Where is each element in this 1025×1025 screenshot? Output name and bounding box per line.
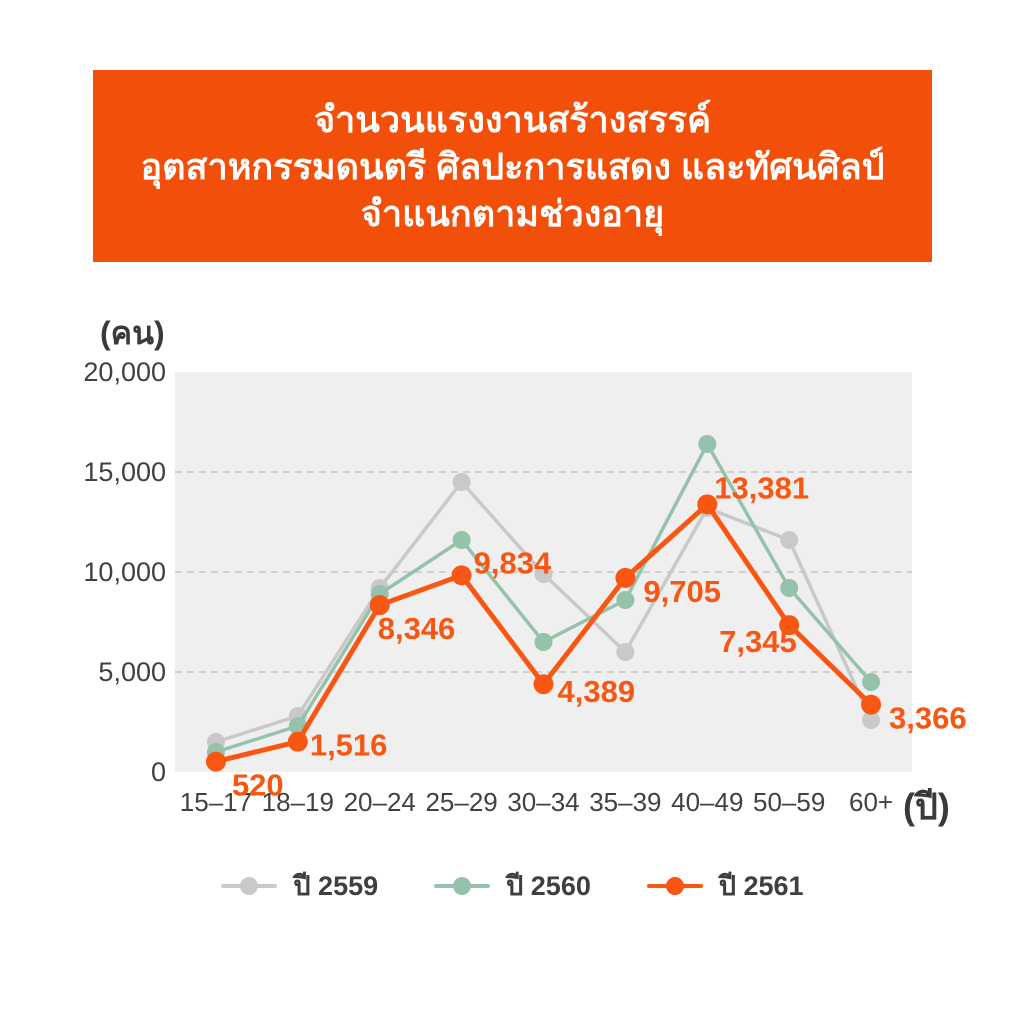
data-point [615,568,635,588]
data-point [453,473,471,491]
data-point [535,633,553,651]
y-tick-label: 5,000 [98,657,166,687]
data-point [616,591,634,609]
legend-item-1 [221,864,378,907]
y-tick-label: 15,000 [83,457,166,487]
data-label: 7,345 [719,624,797,660]
x-tick-label: 30–34 [507,787,580,817]
x-tick-label: 20–24 [343,787,416,817]
legend-dot [453,877,471,895]
data-label: 13,381 [714,470,810,506]
data-point [698,435,716,453]
data-point [288,732,308,752]
x-tick-label: 25–29 [425,787,498,817]
x-tick-label: 60+ [849,787,894,817]
data-label: 520 [231,767,284,803]
legend-marker-icon [647,877,703,895]
x-tick-label: 35–39 [589,787,662,817]
x-axis-unit-label: (ปี) [903,786,950,827]
data-label: 4,389 [557,674,636,710]
data-label: 1,516 [309,727,388,763]
chart-title-line-3: จำแนกตามช่วงอายุ [360,192,665,234]
chart-title-line-2: อุตสาหกรรมดนตรี ศิลปะการแสดง และทัศนศิลป์ [140,145,885,187]
data-point [861,695,881,715]
legend-item-2 [434,864,591,907]
data-point [206,752,226,772]
data-point [780,531,798,549]
legend-marker-icon [221,877,277,895]
data-point [616,643,634,661]
data-label: 9,834 [473,545,552,581]
y-tick-label: 0 [150,757,166,787]
y-axis-unit-label: (คน) [100,315,165,351]
data-label: 9,705 [643,573,721,609]
data-point [453,531,471,549]
data-point [452,565,472,585]
legend-dot [666,877,684,895]
data-label: 3,366 [889,700,967,736]
legend-dot [240,877,258,895]
data-point [862,673,880,691]
legend-label: ปี 2560 [506,871,591,901]
legend-label: ปี 2559 [293,871,379,901]
legend-marker-icon [434,877,490,895]
x-tick-label: 18–19 [261,787,334,817]
data-point [780,579,798,597]
data-point [534,674,554,694]
legend-label: ปี 2561 [718,871,804,901]
y-tick-label: 10,000 [83,557,166,587]
y-tick-label: 20,000 [83,357,166,387]
chart-title-line-1: จำนวนแรงงานสร้างสรรค์ [313,98,712,140]
data-label: 8,346 [377,611,456,647]
x-tick-label: 50–59 [753,787,826,817]
x-tick-label: 40–49 [671,787,744,817]
x-tick-label: 15–17 [179,787,253,817]
chart-legend [0,864,1025,907]
legend-item-3 [647,864,804,907]
